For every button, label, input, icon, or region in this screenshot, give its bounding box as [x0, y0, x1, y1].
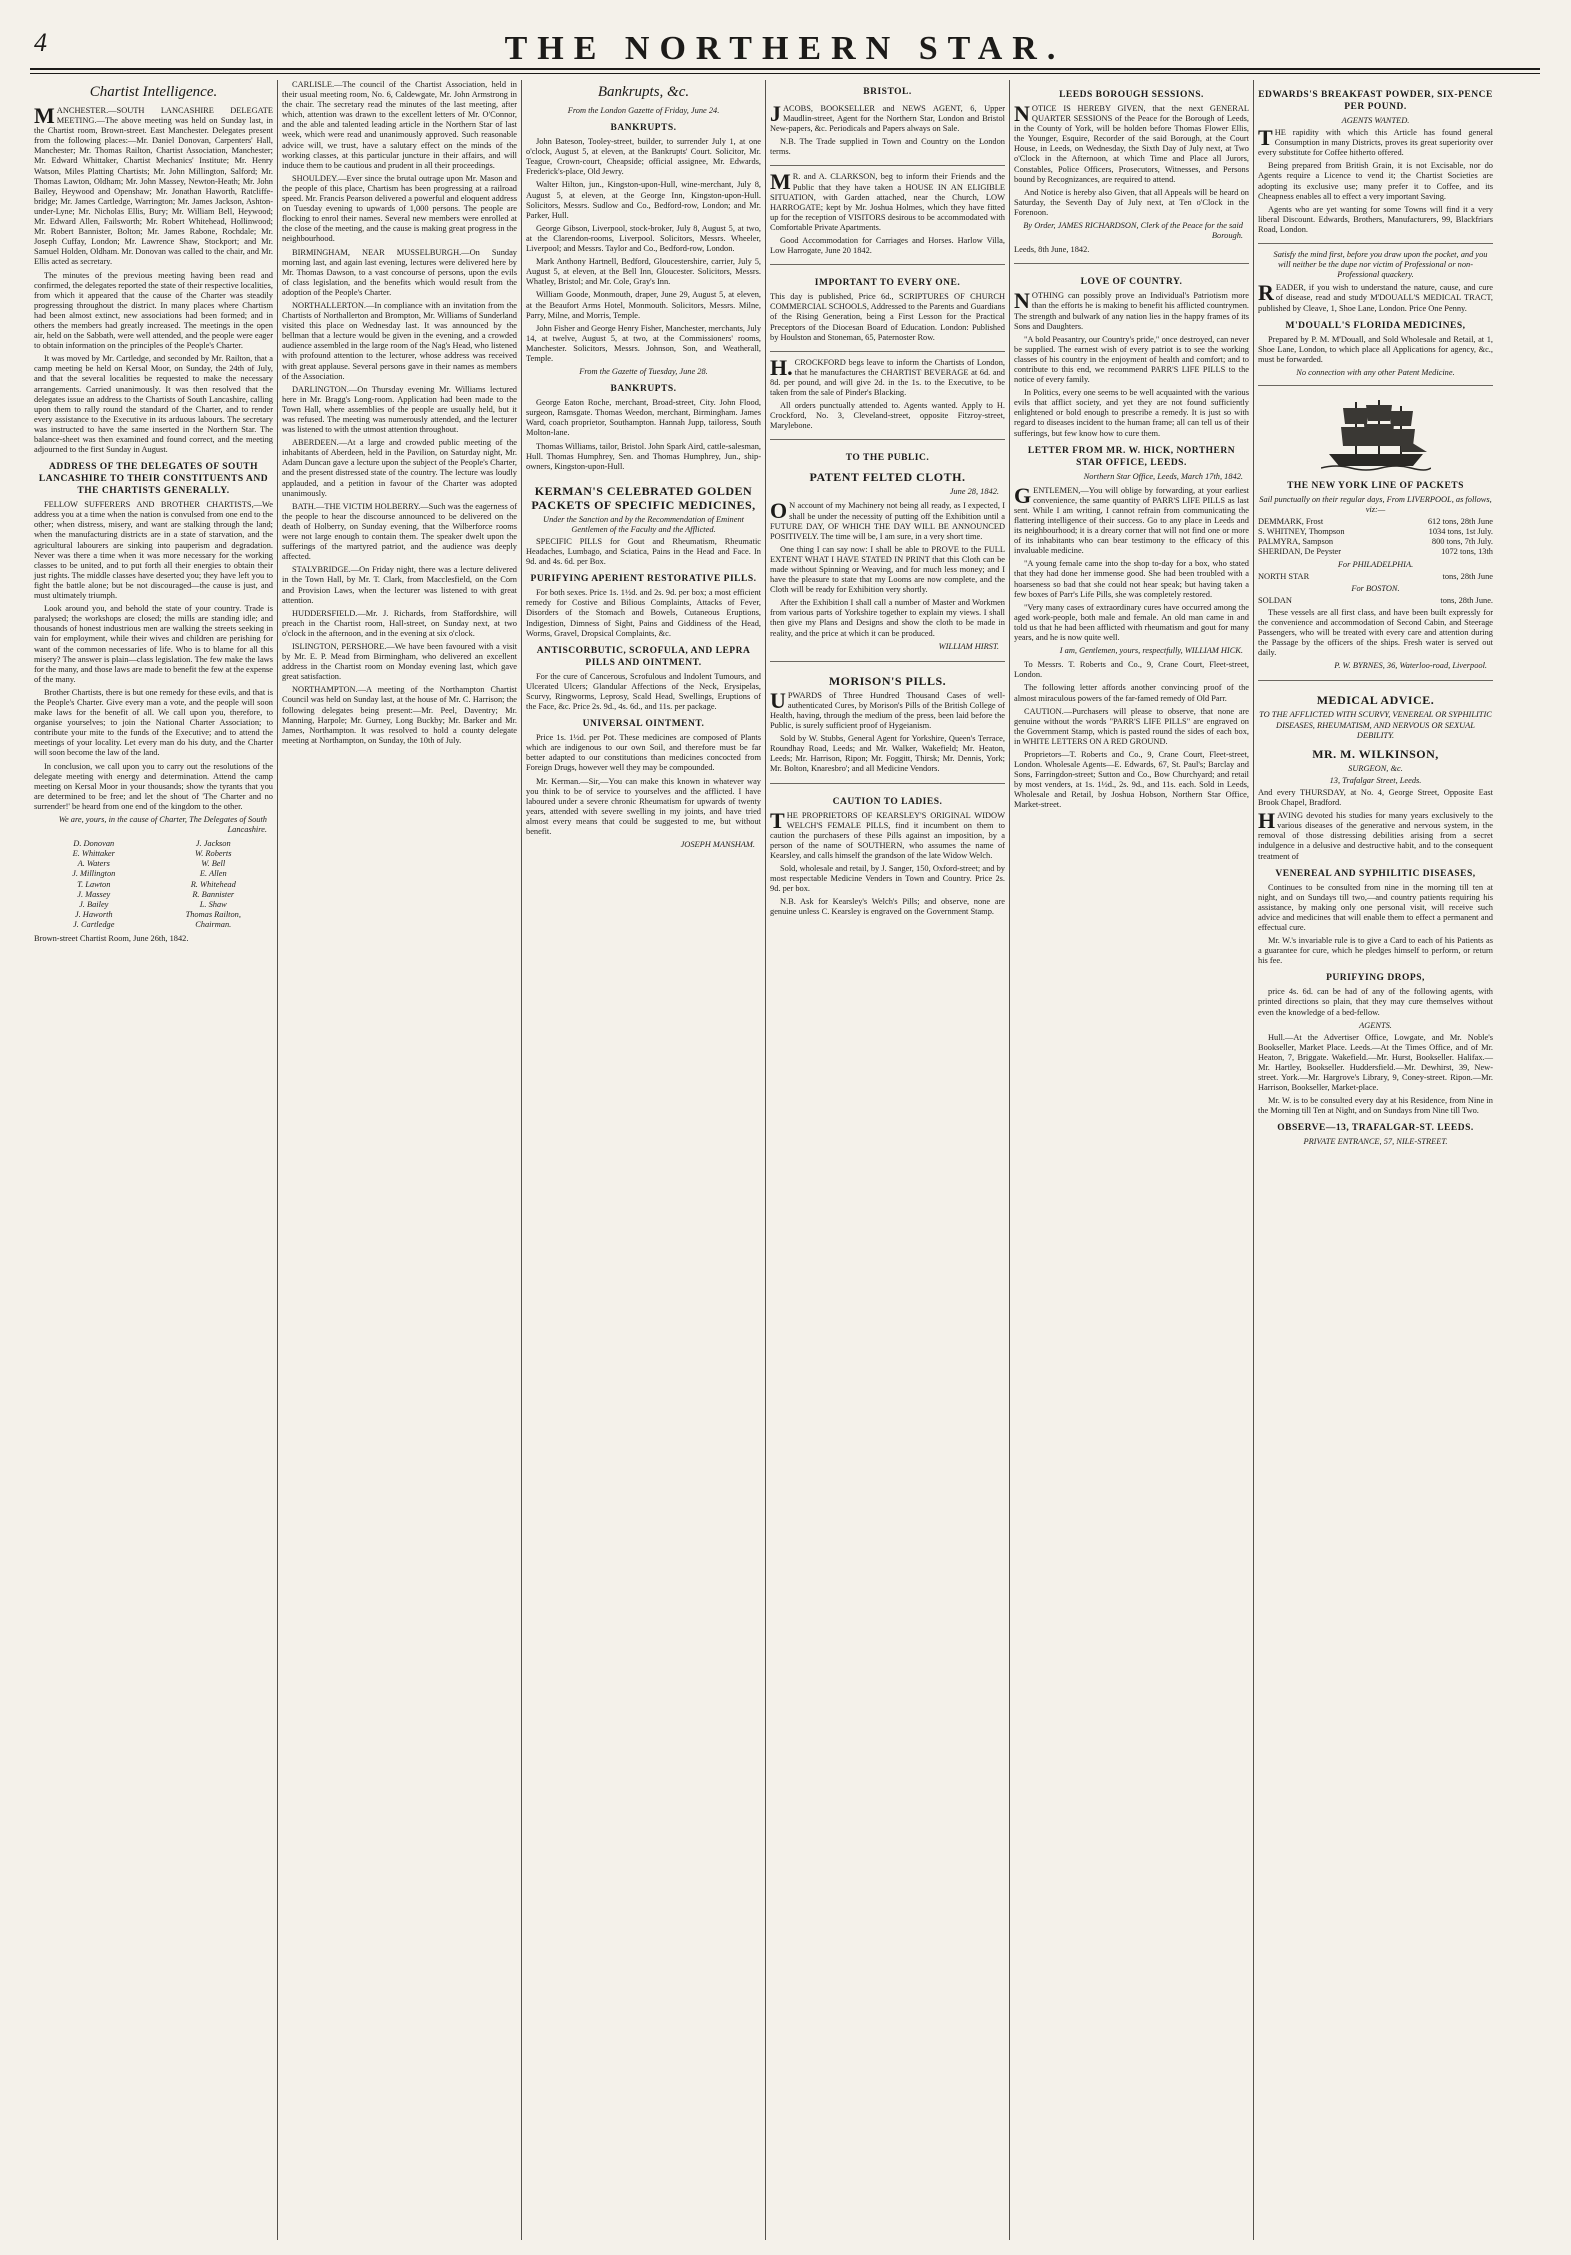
signatory: W. Roberts — [195, 849, 232, 859]
bankrupt-entry: Mark Anthony Hartnell, Bedford, Gloucestershire, carrier, July 5, August 5, at eleven, at the Bell Inn, Gloucester. Solicitors, Messrs. Whatley, Bristol; and Mr. Cole, Gray's Inn. — [526, 257, 761, 287]
advert-subheading: TO THE AFFLICTED WITH SCURVY, VENEREAL OR SYPHILITIC DISEASES, RHEUMATISM, AND NERVOUS OR SEXUAL DEBILITY. — [1259, 710, 1492, 740]
bankrupt-entry: William Goode, Monmouth, draper, June 29, August 5, at eleven, at the Beaufort Arms Hotel, Monmouth. Solicitors, Messrs. Milne, Parry, Milne, and Morris, Temple. — [526, 290, 761, 320]
column-3 — [521, 80, 765, 2240]
advert-heading: CAUTION TO LADIES. — [832, 796, 943, 807]
advert-subheading: For PHILADELPHIA. — [1337, 559, 1414, 569]
advert-text: Sold, wholesale and retail, by J. Sanger, 150, Oxford-street; and by most respectable Medicine Venders in Town and Country. Price 2s. 9d. per box. — [770, 863, 1005, 894]
advert-heading: MORISON'S PILLS. — [828, 673, 947, 688]
article-paragraph: NORTHALLERTON.—In compliance with an invitation from the Chartists of Northallerton and Brompton, Mr. Williams of Sunderland visited this place on Wednesday last. It was announced by the bellman that a lecture would be given in the evening, and a crowded audience assembled in the large room of the Nag's Head, who listened with profound attention to the lecturer, whose address was received with great applause. Several persons gave in their names as members of the Association. — [282, 300, 517, 381]
signatory: J. Millington — [72, 869, 116, 879]
signatory: L. Shaw — [199, 899, 227, 909]
letter-date: Northern Star Office, Leeds, March 17th, 1842. — [1083, 471, 1243, 481]
article-paragraph: STALYBRIDGE.—On Friday night, there was a lecture delivered in the Town Hall, by Mr. T. Clark, from Macclesfield, on the Corn and Provision Laws, when the lecturer was listened to with great attention. — [282, 565, 517, 605]
advert-heading: MEDICAL ADVICE. — [1316, 693, 1435, 708]
article-paragraph: It was moved by Mr. Cartledge, and seconded by Mr. Railton, that a camp meeting be held on Kersal Moor, on Sunday, the 24th of July, and that the several localities be requested to make the necessary arrangements. Carried unanimously. It was then resolved that the delegates issue an address to the Chartists of South Lancashire, calling upon them to rally round the standard of the Charter, and to render every assistance to the Executive in its arduous labours. The secretary was instructed to have the same inserted in the Northern Star. The balance-sheet was then examined and found correct, and the meeting adjourned to the first Sunday in August. — [34, 354, 273, 455]
letter-text: GENTLEMEN,—You will oblige by forwarding, at your earliest convenience, the same quantity of PARR'S LIFE PILLS as last sent. While I am writing, I cannot refrain from communicating the flattering intelligence of their success. Go to any place in Leeds and its neighbourhood; it is a dreary corner that will not find one or more of its inhabitants who can bear testimony to the efficacy of this invaluable medicine. — [1014, 482, 1249, 556]
section-heading-bankrupts: Bankrupts, &c. — [597, 84, 690, 100]
advert-heading: IMPORTANT TO EVERY ONE. — [814, 278, 961, 289]
advert-heading: PATENT FELTED CLOTH. — [809, 470, 966, 485]
bankrupt-entry: George Eaton Roche, merchant, Broad-street, City. John Flood, surgeon, Ramsgate. Thomas Weedon, merchant, Birmingham. James Ward, coach proprietor, Southampton. Hannah Jupp, tailoress, South Molton-lane. — [526, 398, 761, 438]
advert-heading: VENEREAL AND SYPHILITIC DISEASES, — [1275, 868, 1476, 879]
advert-text: Sold by W. Stubbs, General Agent for Yorkshire, Queen's Terrace, Roundhay Road, Leeds; and Mr. Walker, Wakefield; Mr. Heaton, Leeds; Mr. Harrison, Ripon; Mr. Foggitt, Thirsk; Mr. Dennis, York; Mr. Bolton, Knaresbro'; and all Medicine Vendors. — [770, 734, 1005, 774]
advert-text: N.B. Ask for Kearsley's Welch's Pills; and observe, none are genuine unless C. Kearsley is engraved on the Government Stamp. — [770, 897, 1005, 917]
section-heading-chartist: Chartist Intelligence. — [89, 84, 218, 100]
advert-text: N.B. The Trade supplied in Town and Country on the London terms. — [770, 137, 1005, 157]
notice-heading: LEEDS BOROUGH SESSIONS. — [1059, 90, 1204, 100]
kerman-advert — [526, 475, 761, 859]
advert-text: Proprietors—T. Roberts and Co., 9, Crane Court, Fleet-street, London. Wholesale Agents—E. Edwards, 67, St. Paul's; Barclay and Sons, Farringdon-street; Sutton and Co., Bow Churchyard; and retail by most venders, at 1s. 1½d., 2s. 9d., and 11s. each. Sold in Leeds, Wholesale and Retail, by Joshua Hobson, Northern Star Office, Market-street. — [1014, 749, 1249, 810]
advert-heading: THE NEW YORK LINE OF PACKETS — [1287, 480, 1464, 491]
article-paragraph: HUDDERSFIELD.—Mr. J. Richards, from Staffordshire, will preach in the Chartist room, Hall-street, on Sunday next, at two o'clock in the afternoon, and in the evening at six o'clock. — [282, 608, 517, 638]
article-paragraph: BATH.—THE VICTIM HOLBERRY.—Such was the eagerness of the people to hear the discourse announced to be delivered on the death of Holberry, on Sunday evening, that the Wilberforce rooms were not large enough to contain them. The speaker dwelt upon the sufferings of the martyred patriot, and the audience was deeply affected. — [282, 501, 517, 562]
letter-text: "A young female came into the shop to-day for a box, who stated that they had done her immense good. She had been troubled with a hoarseness so bad that she could not hear speak; but having taken a few boxes of Parr's Life Pills, she was completely restored. — [1014, 559, 1249, 599]
address-heading: ADDRESS OF THE DELEGATES OF SOUTH LANCASHIRE TO THEIR CONSTITUENTS AND THE CHARTISTS GENERALLY. — [38, 462, 269, 497]
bankrupt-entry: John Fisher and George Henry Fisher, Manchester, merchants, July 14, at twelve, August 5, at two, at the Commissioners' rooms, Manchester. Solicitors, Messrs. Johnson, Son, and Weatherall, Temple. — [526, 323, 762, 363]
advert-text: "A bold Peasantry, our Country's pride," once destroyed, can never be supplied. The earnest wish of every patriot is to see the working classes of his country in the enjoyment of health and comfort; and to contribute to this end, we recommend PARR'S LIFE PILLS to the notice of every family. — [1014, 334, 1249, 385]
signoff: We are, yours, in the cause of Charter, The Delegates of South Lancashire. — [58, 815, 267, 835]
bankrupt-entry: John Bateson, Tooley-street, builder, to surrender July 1, at one o'clock, August 5, at eleven, at the Bankrupts' Court. Solicitor, Mr. Teague, Crown-court, Cheapside; official assignee, Mr. Edwards, Frederick's-place, Old Jewry. — [526, 137, 761, 177]
section-heading-bristol: BRISTOL. — [863, 87, 912, 97]
bookseller-advert — [770, 101, 1005, 166]
advert-text: The following letter affords another convincing proof of the almost miraculous powers of the far-famed remedy of Old Parr. — [1014, 683, 1249, 703]
column-4 — [765, 80, 1009, 2240]
advert-text: MR. and A. CLARKSON, beg to inform their Friends and the Public that they have taken a HOUSE IN AN ELIGIBLE SITUATION, with Garden attached, near the Church, LOW HARROGATE; kept by Mr. Joshua Holmes, which they have fitted up for the reception of VISITORS desirous to be accommodated with Comfortable Private Apartments. — [770, 169, 1005, 232]
signatory: Chairman. — [195, 919, 232, 929]
article-paragraph: The minutes of the previous meeting having been read and confirmed, the delegates reported the state of their respective localities, from which it appeared that the cause of the Charter was steadily progressing throughout the district. In many places where Chartism had been almost extinct, new associations had been formed; and in others the members had greatly increased. The meetings in the open air, held on the Sabbath, were well attended, and the people were eager to obtain information on the principles of the People's Charter. — [34, 270, 273, 351]
article-paragraph: BIRMINGHAM, NEAR MUSSELBURGH.—On Sunday morning last, and again last evening, lectures were delivered here by Mr. Thomas Dawson, to a vast concourse of persons, upon the evils of class legislation, and the benefits which would result from the adoption of the People's Charter. — [282, 247, 517, 297]
article-paragraph: FELLOW SUFFERERS AND BROTHER CHARTISTS,—We address you at a time when the nation is convulsed from one end to the other; when distress, misery, and want are stalking through the land; when the manufacturing districts are in a state of starvation, and the agricultural labourers are sinking into pauperism and degradation. Never was there a time when it was more necessary for the working classes to be united, and to put forth all their energies to obtain their just rights. The middle classes have deserted you; they have left you to fight the battle alone; but be not discouraged—the cause is just, and must ultimately triumph. — [34, 500, 273, 601]
advert-date: June 28, 1842. — [949, 487, 999, 497]
kearsley-advert — [770, 787, 1005, 926]
bankrupt-entry: Walter Hilton, jun., Kingston-upon-Hull, wine-merchant, July 8, August 5, at eleven, at the George Inn, Kingston-upon-Hull. Solicitors, Messrs. Sudlow and Co., Bedford-row, London; and Mr. Parker, Hull. — [526, 180, 761, 220]
advert-text: In Politics, every one seems to be well acquainted with the various evils that afflict society, and yet they are not found sufficiently enlightened or bold enough to prescribe a remedy. It is just so with regard to diseases incident to the human frame; all can tell us of their sufferings, but few know how to cure them. — [1014, 388, 1249, 438]
advert-heading: TO THE PUBLIC. — [845, 453, 930, 464]
sailing-ship-icon — [1321, 396, 1431, 474]
bankrupt-entry: George Gibson, Liverpool, stock-broker, July 8, August 5, at two, at the Clarendon-rooms, Liverpool. Solicitors, Messrs. Wheeler, Liverpool; and Messrs. Taylor and Co., Bedford-row, London. — [526, 223, 761, 254]
vessel-row: SHERIDAN, De Peyster 1072 tons, 13th — [1258, 547, 1493, 557]
advert-text: READER, if you wish to understand the nature, cause, and cure of disease, read and study M'DOUALL'S MEDICAL TRACT, published by Cleave, 1, Shoe Lane, London. Price One Penny. — [1258, 280, 1493, 313]
advert-text: For both sexes. Price 1s. 1½d. and 2s. 9d. per box; a most efficient remedy for Costive and Bilious Complaints, Attacks of Fever, Disorders of the Stomach and Bowels, Cutaneous Eruptions, Indigestion, Dimness of Sight, Pains and Giddiness of the Head, Worms, Gravel, Dropsical Complaints, &c. — [526, 588, 761, 638]
signatory: R. Bannister — [192, 889, 235, 899]
article-paragraph: NORTHAMPTON.—A meeting of the Northampton Chartist Council was held on Sunday last, at the house of Mr. C. Harrison; the following delegates being present:—Mr. Peel, Daventry; Mr. Manning, Harpole; Mr. Gurney, Long Buckby; Mr. Barker and Mr. James, Northampton. It was resolved to hold a county delegate meeting at Northampton, on Sunday, the 10th of July. — [282, 685, 517, 745]
article-paragraph: ISLINGTON, PERSHORE.—We have been favoured with a visit by Mr. E. P. Mead from Birmingham, who delivered an excellent address in the Chartist room on Monday evening last, which gave great satisfaction. — [282, 641, 517, 682]
advert-heading: OBSERVE—13, TRAFALGAR-ST. LEEDS. — [1277, 1123, 1474, 1134]
advert-text: And every THURSDAY, at No. 4, George Street, Opposite East Brook Chapel, Bradford. — [1258, 787, 1493, 808]
notice-text: And Notice is hereby also Given, that all Appeals will be heard on Saturday, the Seventh Day of July next, at Ten o'Clock in the Forenoon. — [1014, 187, 1249, 217]
advert-text: Prepared by P. M. M'Douall, and Sold Wholesale and Retail, at 1, Shoe Lane, London, to which place all Applications for agency, &c., must be forwarded. — [1258, 334, 1493, 364]
signatory: W. Bell — [201, 859, 226, 869]
advert-heading: LOVE OF COUNTRY. — [1080, 277, 1183, 288]
mdouall-advert — [1258, 247, 1493, 386]
signatory: J. Bailey — [79, 899, 109, 909]
article-paragraph: ABERDEEN.—At a large and crowded public meeting of the inhabitants of Aberdeen, held in the Pavilion, on Saturday night, Mr. Adam Duncan gave a lecture upon the subject of the People's Charter, and the present distressed state of the country. The lecture was loudly applauded, and a petition in favour of the Charter was adopted unanimously. — [282, 438, 517, 498]
vessel-row: NORTH STAR tons, 28th June — [1258, 571, 1493, 581]
signatory: A. Waters — [77, 859, 110, 869]
signatories — [34, 839, 273, 930]
gazette-date: From the Gazette of Tuesday, June 28. — [579, 367, 708, 377]
advert-text: Satisfy the mind first, before you draw upon the pocket, and you will neither be the dupe nor victim of Professional or non-Professional quackery. — [1273, 250, 1488, 280]
column-5 — [1009, 80, 1253, 2240]
advert-text: Mr. W.'s invariable rule is to give a Card to each of his Patients as a guarantee for cure, which he pledges himself to perform, or return his fee. — [1258, 936, 1493, 966]
advert-text: One thing I can say now: I shall be able to PROVE to the FULL EXTENT WHAT I HAVE STATED IN PRINT that this Cloth can be made without Spinning or Weaving, and for much less money; and I have the pleasure to state that my Looms are now complete, and the Cloth will be ready for Exhibition very shortly. — [770, 544, 1005, 595]
advert-text: All orders punctually attended to. Agents wanted. Apply to H. Crockford, No. 3, Cleveland-street, opposite Fitzroy-street, Marylebone. — [770, 401, 1005, 431]
vessel-row: PALMYRA, Sampson 800 tons, 7th July. — [1258, 537, 1493, 547]
signatory: E. Allen — [199, 869, 227, 879]
harrogate-advert — [770, 169, 1005, 265]
advert-text: ON account of my Machinery not being all ready, as I expected, I shall be under the necessity of putting off the Exhibition until a FUTURE DAY, OF WHICH THE DAY WILL BE ANNOUNCED POSITIVELY. The time will be, I am sure, in a very short time. — [770, 498, 1005, 541]
advert-signature: WILLIAM HIRST. — [938, 641, 999, 651]
advert-subheading: Under the Sanction and by the Recommendation of Eminent Gentlemen of the Faculty and the Afflicted. — [543, 514, 744, 534]
page-columns — [30, 80, 1542, 2240]
advert-text: Mr. W. is to be consulted every day at his Residence, from Nine in the Morning till Ten at Night, and on Sundays from Nine till Two. — [1258, 1096, 1493, 1116]
advert-text: Agents who are yet wanting for some Towns will find it a very liberal Discount. Edwards, Brothers, Manufacturers, 99, Blackfriars Road, London. — [1258, 204, 1493, 234]
page-number: 4 — [34, 28, 47, 57]
wilkinson-advert — [1258, 684, 1493, 1154]
advert-text: price 4s. 6d. can be had of any of the following agents, with printed directions so plain, that they may cure themselves without even the knowledge of a bed-fellow. — [1258, 987, 1493, 1017]
breakfast-powder-advert — [1258, 80, 1493, 244]
vessel-list — [1258, 572, 1493, 582]
advert-text: Being prepared from British Grain, it is not Excisable, nor do Agents require a Licence to vend it; the Chartist Societies are adopting its exclusive use; many prefer it to Coffee, and its Cheapness enables all to effect a very important Saving. — [1258, 161, 1493, 201]
gazette-date: From the London Gazette of Friday, June 24. — [567, 106, 720, 115]
article-paragraph: In conclusion, we call upon you to carry out the resolutions of the delegate meeting with energy and determination. Attend the camp meeting on Kersal Moor in your thousands; show the tyrants that you are determined to be free; and let the shout of 'The Charter and no surrender!' be heard from one end of the kingdom to the other. — [34, 761, 273, 811]
advert-heading: PURIFYING APERIENT RESTORATIVE PILLS. — [530, 574, 757, 585]
advert-text: NOTHING can possibly prove an Individual's Patriotism more than the efforts he is making to benefit his afflicted countrymen. The strength and bulwark of any nation lies in the happy frames of its Sons and Daughters. — [1014, 288, 1249, 331]
advert-note: No connection with any other Patent Medicine. — [1296, 367, 1455, 377]
signatory: E. Whittaker — [72, 849, 115, 859]
article-paragraph: Brother Chartists, there is but one remedy for these evils, and that is the People's Charter. Give every man a vote, and the people will soon make laws for the benefit of all. We call upon you, therefore, to organise yourselves; to join the National Charter Association; to contribute your mite to the funds of the Executive; and to attend the meetings of your locality. Let every man do his duty, and the Charter will soon become the law of the land. — [34, 687, 273, 758]
advert-heading: M'DOUALL'S FLORIDA MEDICINES, — [1285, 320, 1466, 331]
advert-text: CAUTION.—Purchasers will please to observe, that none are genuine without the words "PARR'S LIFE PILLS" are engraved on the Government Stamp, which is pasted round the sides of each box, in WHITE LETTERS ON A RED GROUND. — [1014, 706, 1249, 746]
vessel-row: SOLDAN tons, 28th June. — [1258, 595, 1493, 605]
advert-text: JACOBS, BOOKSELLER and NEWS AGENT, 6, Upper Maudlin-street, Agent for the Northern Star, London and Bristol New-papers, &c. Periodicals and Papers always on Sale. — [770, 101, 1005, 134]
advert-text: For the cure of Cancerous, Scrofulous and Indolent Tumours, and Ulcerated Ulcers; Glandular Affections of the Neck, Erysipelas, Scurvy, Ringworms, Leprosy, Scald Head, Swellings, Eruptions of the Face, &c. Price 2s. 9d., 4s. 6d., and 11s. per package. — [526, 671, 761, 712]
article-paragraph: SHOULDEY.—Ever since the brutal outrage upon Mr. Mason and the people of this place, Chartism has been progressing at a railroad speed. Mr. Francis Pearson delivered a powerful and eloquent address on Tuesday evening to upwards of 1,000 persons. The people are flocking to enrol their names. Several new members were enrolled at the close of the meeting, and the cause is making great progress in the neighbourhood. — [282, 173, 517, 244]
advert-subheading: Sail punctually on their regular days, From LIVERPOOL, as follows, viz:— — [1259, 494, 1492, 515]
advert-text: Continues to be consulted from nine in the morning till ten at night, and on Sundays till two,—and country patients requiring his assistance, by making only one personal visit, will receive such advice and medicines that will enable them to effect a permanent and effectual cure. — [1258, 882, 1493, 932]
article-paragraph: DARLINGTON.—On Thursday evening Mr. Williams lectured here in Mr. Bragg's Long-room. Application had been made to the Town Hall, where assemblies of the people are usually held, but it was refused. The meeting was numerously attended, and the lecturer was listened to with the utmost attention throughout. — [282, 384, 517, 435]
advert-signature: JOSEPH MANSHAM. — [680, 840, 755, 850]
advert-text: UPWARDS of Three Hundred Thousand Cases of well-authenticated Cures, by Morison's Pills of the British College of Health, having, through the medium of the press, been laid before the Public, is surely sufficient proof of Hygeianism. — [770, 687, 1005, 731]
signatory: T. Lawton — [77, 879, 111, 889]
advert-heading: UNIVERSAL OINTMENT. — [582, 719, 705, 730]
signatory: J. Haworth — [74, 909, 113, 919]
signatory: J. Jackson — [195, 839, 231, 849]
sessions-notice — [1014, 80, 1249, 264]
letter-text: "Very many cases of extraordinary cures have occurred among the aged work-people, both male and female. An old man came in and told us that he had been afflicted with rheumatism and gout for many years, and he is now quite well. — [1014, 602, 1249, 643]
advert-subheading: For BOSTON. — [1351, 583, 1400, 593]
advert-address: 13, Trafalgar Street, Leeds. — [1329, 775, 1422, 785]
vessel-row: S. WHITNEY, Thompson 1034 tons, 1st July. — [1258, 527, 1493, 537]
advert-text: After the Exhibition I shall call a number of Master and Workmen from various parts of Yorkshire together to explain my views. I shall then give my Plans and Designs and show the cloth to be made in reality, and the price at which it can be produced. — [770, 598, 1005, 638]
felted-cloth-advert — [770, 443, 1005, 661]
advert-subheading: AGENTS. — [1359, 1020, 1392, 1030]
advert-text: Good Accommodation for Carriages and Horses. Harlow Villa, Low Harrogate, June 20 1842. — [770, 236, 1005, 256]
masthead-rule — [30, 73, 1540, 74]
vessel-row: DEMMARK, Frost 612 tons, 28th June — [1258, 517, 1493, 527]
packets-advert — [1258, 389, 1493, 682]
advert-text: Price 1s. 1½d. per Pot. These medicines are composed of Plants which are indigenous to our own Soil, and therefore must be far better adapted to our constitutions than medicines concocted from Foreign Drugs, however well they may be compounded. — [526, 733, 761, 773]
signatory: R. Whitehead — [190, 879, 236, 889]
advert-text: Mr. Kerman.—Sir,—You can make this known in whatever way you think to be of service to yourselves and the afflicted. I have laboured under a severe chronic Rheumatism for upwards of twenty years, attended with severe swelling in my joints, and have tried almost every means that could be suggested to me, but without benefit. — [526, 776, 761, 836]
signatory: Thomas Railton, — [185, 909, 241, 919]
bankrupt-entry: Thomas Williams, tailor, Bristol. John Spark Aird, cattle-salesman, Hull. Thomas Humphrey, Sen. and Thomas Humphrey, Jun., ship-owners, Kingston-upon-Hull. — [526, 441, 761, 471]
scriptures-advert — [770, 268, 1005, 351]
advert-text: THE rapidity with which this Article has found general Consumption in many Districts, proves its great superiority over every substitute for Coffee hitherto offered. — [1258, 125, 1493, 158]
advert-text: HAVING devoted his studies for many years exclusively to the various diseases of the generative and nervous system, in the removal of those distressing debilities arising from a secret indulgence in a delusive and destructive habit, and to the consequent treatment of — [1258, 808, 1493, 861]
vessel-list — [1258, 517, 1493, 557]
signatory: J. Massey — [77, 889, 111, 899]
morison-advert — [770, 665, 1005, 784]
vessel-list — [1258, 596, 1493, 606]
dateline: Brown-street Chartist Room, June 26th, 1842. — [34, 934, 189, 944]
article-paragraph: CARLISLE.—The council of the Chartist Association, held in their usual meeting room, No. 6, Caldewgate, Mr. John Armstrong in the chair. The secretary read the minutes of the last meeting, after which, attention was drawn to the excellent letters of Mr. O'Connor, and the able and talented leading article in the Northern Star of last week, which were read and unanimously approved. Such reasonable advice will, we trust, have a salutary effect on the minds of the working classes, at this particular juncture in their affairs, and will induce them to be cautious and prudent in all their proceedings. — [282, 80, 517, 170]
advert-subheading: AGENTS WANTED. — [1341, 116, 1410, 125]
article-paragraph: MANCHESTER.—SOUTH LANCASHIRE DELEGATE MEETING.—The above meeting was held on Sunday last, in the Chartist room, Brown-street. East Manchester. Delegates present from the following places:—Mr. Daniel Donovan, Carpenters' Hall, Manchester; Mr. Thomas Railton, Chartist Association, Manchester; Mr. Edward Whittaker, Chartist Mechanics' Institute; Mr. Henry Watson, Miles Platting Chartists; Mr. John Millington, Salford; Mr. Thomas Lawton, Oldham; Mr. John Massey, Newton-Heath; Mr. John Bailey, Heywood and Openshaw; Mr. Jonathan Haworth, Ratcliffe-bridge; Mr. James Cartledge, Warrington; Mr. James Jackson, Ashton-under-Lyne; Mr. Nicholas Ellis, Bury; Mr. William Bell, Heywood; Mr. Edward Allen, Failsworth; Mr. Robert Whitehead, Hollinwood; Mr. Robert Bannister, Bolton; Mr. James Rabone, Rochdale; Mr. Joseph Cuffay, London; Mr. Lawrence Shaw, Stockport; and Mr. Samuel Holden, Oldham. Mr. Donovan was called to the chair, and Mr. Ellis acted as secretary. — [34, 103, 273, 267]
advert-heading: MR. M. WILKINSON, — [1312, 746, 1439, 761]
advert-text: SPECIFIC PILLS for Gout and Rheumatism, Rheumatic Headaches, Lumbago, and Sciatica, Pains in the Head and Face. In 9d. and 4s. 6d. per Box. — [526, 537, 761, 567]
signatory: J. Cartledge — [73, 919, 115, 929]
bankrupts-label: BANKRUPTS. — [610, 384, 677, 395]
column-6 — [1253, 80, 1497, 2240]
column-1 — [30, 80, 277, 2240]
advert-text: H.CROCKFORD begs leave to inform the Chartists of London, that he manufactures the CHARTIST BEVERAGE at 6d. and 8d. per pound, and will give 2d. in the 1s. to the Executive, to be taken from the sale of Pinder's Blacking. — [770, 354, 1005, 397]
article-paragraph: Look around you, and behold the state of your country. Trade is paralysed; the workshops are closed; the mills are standing idle; and thousands of honest industrious men are walking the streets seeking in vain for employment, while their wives and children are perishing for want of the common necessaries of life. Who is to blame for all this misery? The answer is plain—class legislation. The few make the laws for the many, and those laws are made to benefit the few at the expense of the many. — [34, 604, 273, 684]
advert-heading: EDWARDS'S BREAKFAST POWDER, SIX-PENCE PER POUND. — [1258, 90, 1493, 112]
masthead — [30, 22, 1540, 70]
parr-pills-advert — [1014, 267, 1249, 818]
advert-heading: KERMAN'S CELEBRATED GOLDEN PACKETS OF SPECIFIC MEDICINES, — [531, 483, 756, 512]
notice-signature: By Order, JAMES RICHARDSON, Clerk of the Peace for the said Borough. — [1023, 221, 1243, 241]
letter-text: To Messrs. T. Roberts and Co., 9, Crane Court, Fleet-street, London. — [1014, 660, 1249, 680]
advert-text: These vessels are all first class, and have been built expressly for the convenience and accommodation of Second Cabin, and Steerage Passengers, who will be treated with every care and attention during the Passage by the officers of the ships. Fresh water is served out daily. — [1258, 607, 1493, 658]
advert-text: Hull.—At the Advertiser Office, Lowgate, and Mr. Noble's Bookseller, Market Place. Leeds.—At the Times Office, and of Mr. Heaton, 7, Briggate. Wakefield.—Mr. Hurst, Bookseller. Halifax.—Mr. Hartley, Bookseller. Huddersfield.—Mr. Dewhirst, 39, New-street. York.—Mr. Hargrove's Library, 9, Coney-street. Ripon.—Mr. Harrison, Bookseller, Market-place. — [1258, 1032, 1493, 1093]
advert-subheading: SURGEON, &c. — [1348, 763, 1403, 773]
advert-text: THE PROPRIETORS OF KEARSLEY'S ORIGINAL WIDOW WELCH'S FEMALE PILLS, find it incumbent on them to caution the purchasers of these Pills against an imposition, by a person of the name of SOUTHERN, who assumes the name of Kearsley, and calls himself the grandson of the late Widow Welch. — [770, 807, 1005, 860]
advert-subheading: PRIVATE ENTRANCE, 57, NILE-STREET. — [1303, 1137, 1448, 1147]
notice-date: Leeds, 8th June, 1842. — [1014, 245, 1090, 255]
notice-text: NOTICE IS HEREBY GIVEN, that the next GENERAL QUARTER SESSIONS of the Peace for the Borough of Leeds, in the County of York, will be holden before Thomas Flower Ellis, the Younger, Esquire, Recorder of the said Borough, at the Court House, in Leeds, on Wednesday, the Sixth Day of July next, at Two o'Clock in the Afternoon, at which Time and Place all Jurors, Constables, Police Officers, Prosecutors, Witnesses, and Persons bound by Recognizances, are required to attend. — [1014, 101, 1249, 184]
advert-signature: P. W. BYRNES, 36, Waterloo-road, Liverpool. — [1334, 661, 1487, 671]
bankrupts-label: BANKRUPTS. — [610, 123, 677, 134]
column-2 — [277, 80, 521, 2240]
signatory: D. Donovan — [73, 839, 115, 849]
newspaper-title: THE NORTHERN STAR. — [504, 30, 1066, 67]
beverage-advert — [770, 355, 1005, 441]
advert-text: This day is published, Price 6d., SCRIPTURES OF CHURCH COMMERCIAL SCHOOLS, Addressed to the Parents and Guardians of the Rising Generation, being a First Lesson for the Practical Preceptors of the Diocesan Board of Education. London: Published by Houlston and Stoneman, 65, Paternoster Row. — [770, 292, 1005, 342]
letter-heading: LETTER FROM MR. W. HICK, NORTHERN STAR OFFICE, LEEDS. — [1027, 445, 1236, 468]
advert-heading: PURIFYING DROPS, — [1326, 973, 1425, 984]
letter-signature: I am, Gentlemen, yours, respectfully, WILLIAM HICK. — [1059, 646, 1243, 656]
advert-heading: ANTISCORBUTIC, SCROFULA, AND LEPRA PILLS AND OINTMENT. — [536, 645, 751, 668]
